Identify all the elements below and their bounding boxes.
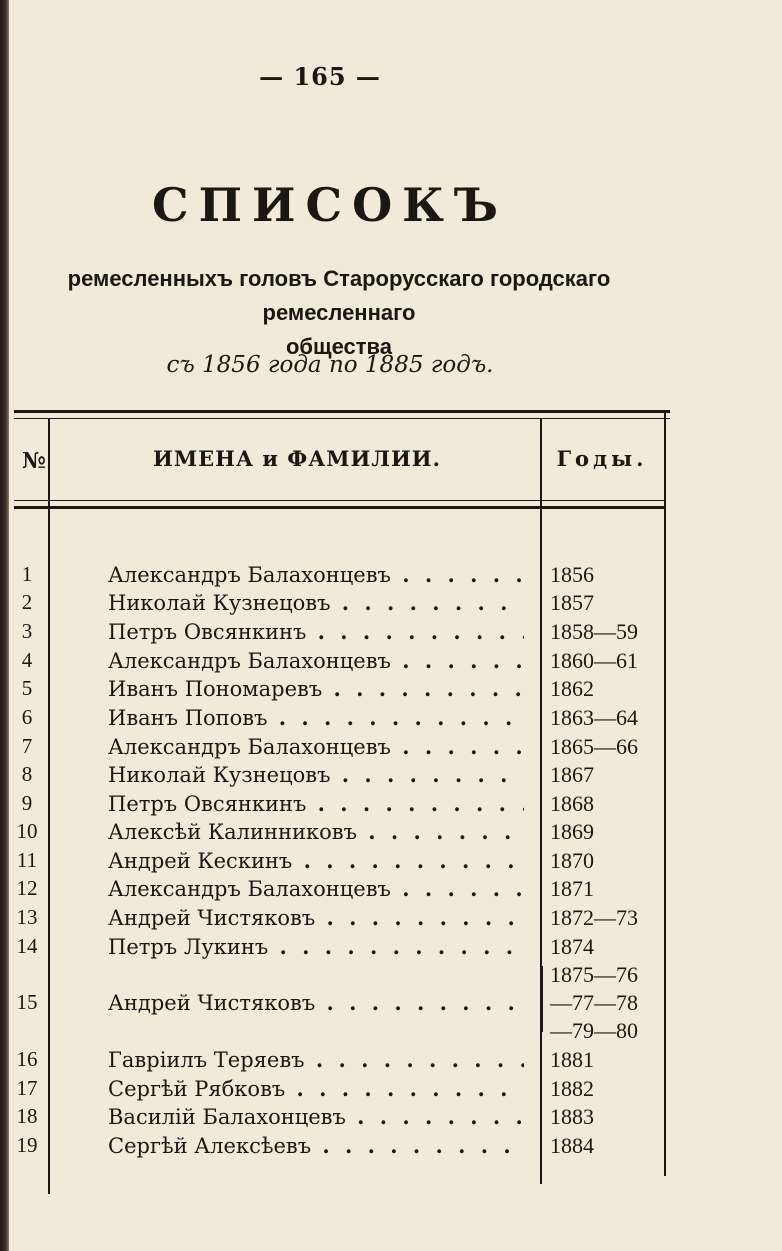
row-name: Сергѣй Алексѣевъ . . . <box>108 1133 524 1158</box>
row-year: 1884 <box>550 1133 594 1158</box>
row-year: 1872—73 <box>550 905 638 930</box>
row-number: 11 <box>16 848 38 872</box>
date-range: съ 1856 года по 1885 годъ. <box>166 352 494 378</box>
row-year: 1857 <box>550 590 594 615</box>
table-row <box>0 905 782 933</box>
row-number: 3 <box>21 619 33 643</box>
row-number: 19 <box>16 1133 38 1157</box>
row-year: 1858—59 <box>550 619 638 644</box>
row-year: 1874 <box>550 934 594 959</box>
row-name: Гавріилъ Теряевъ . . . <box>108 1047 524 1072</box>
row-number: 4 <box>21 648 33 672</box>
row-year: —79—80 <box>550 1018 638 1043</box>
row-year: 1862 <box>550 676 594 701</box>
row-year: —77—78 <box>550 990 638 1015</box>
row-name: Сергѣй Рябковъ . . . <box>108 1076 524 1101</box>
table-top-rule <box>14 410 670 413</box>
header-names: ИМЕНА и ФАМИЛИИ. <box>153 446 441 471</box>
table-row <box>0 1076 782 1104</box>
row-number: 13 <box>16 905 38 929</box>
row-year: 1863—64 <box>550 705 638 730</box>
page-number: — 165 — <box>259 62 381 91</box>
row-year: 1871 <box>550 876 594 901</box>
row-name: Петръ Лукинъ . . . <box>108 934 524 959</box>
row-name: Петръ Овсянкинъ . . . <box>108 791 524 816</box>
table-row <box>0 1047 782 1075</box>
row-year: 1867 <box>550 762 594 787</box>
row-name: Николай Кузнецовъ . . . <box>108 590 524 615</box>
header-number: № <box>22 448 46 474</box>
table-row <box>0 819 782 847</box>
table-row <box>0 705 782 733</box>
row-year: 1856 <box>550 562 594 587</box>
row-name: Андрей Чистяковъ . . . <box>108 905 524 930</box>
row-name: Андрей Чистяковъ . . . <box>108 990 524 1015</box>
row-number: 1 <box>21 562 33 586</box>
table-row <box>0 1104 782 1132</box>
row-year: 1870 <box>550 848 594 873</box>
table-row <box>0 934 782 962</box>
document-title: СПИСОКЪ <box>151 178 509 232</box>
row-year: 1868 <box>550 791 594 816</box>
row-number: 16 <box>16 1047 38 1071</box>
row-name: Александръ Балахонцевъ . . . <box>108 876 524 901</box>
row-number: 6 <box>21 705 33 729</box>
row-number: 18 <box>16 1104 38 1128</box>
header-bottom-rule-thick <box>14 506 664 509</box>
row-year: 1869 <box>550 819 594 844</box>
row-name: Алексѣй Калинниковъ . . . <box>108 819 524 844</box>
row-name: Александръ Балахонцевъ . . . <box>108 734 524 759</box>
row-year: 1860—61 <box>550 648 638 673</box>
row-number: 5 <box>21 676 33 700</box>
table-row <box>0 990 782 1018</box>
row-number: 15 <box>16 990 38 1014</box>
table-row <box>0 848 782 876</box>
row-number: 2 <box>21 590 33 614</box>
header-bottom-rule <box>14 500 664 501</box>
row-name: Андрей Кескинъ . . . <box>108 848 524 873</box>
table-row <box>0 762 782 790</box>
row-year: 1882 <box>550 1076 594 1101</box>
row-year: 1865—66 <box>550 734 638 759</box>
table-row <box>0 734 782 762</box>
row-name: Иванъ Поповъ . . . <box>108 705 524 730</box>
year-group-brace <box>541 966 548 1032</box>
row-number: 12 <box>16 876 38 900</box>
row-number: 8 <box>21 762 33 786</box>
row-name: Александръ Балахонцевъ . . . <box>108 648 524 673</box>
subtitle-line-2: общества <box>285 334 392 359</box>
row-number: 9 <box>21 791 33 815</box>
table-row <box>0 590 782 618</box>
row-number: 7 <box>21 734 33 758</box>
row-year: 1881 <box>550 1047 594 1072</box>
table-top-rule-thin <box>14 418 670 419</box>
row-year: 1875—76 <box>550 962 638 987</box>
row-name: Петръ Овсянкинъ . . . <box>108 619 524 644</box>
header-years: Годы. <box>556 446 648 471</box>
table-row <box>0 791 782 819</box>
document-subtitle <box>14 262 664 364</box>
table-row <box>0 876 782 904</box>
row-number: 17 <box>16 1076 38 1100</box>
row-number: 14 <box>16 934 38 958</box>
row-name: Николай Кузнецовъ . . . <box>108 762 524 787</box>
row-name: Иванъ Пономаревъ . . . <box>108 676 524 701</box>
table-row <box>0 676 782 704</box>
table-row <box>0 1133 782 1161</box>
table-row <box>0 562 782 590</box>
row-name: Александръ Балахонцевъ . . . <box>108 562 524 587</box>
subtitle-line-1: ремесленныхъ головъ Старорусскаго городскаго ремесленнаго <box>67 266 611 325</box>
row-name: Василій Балахонцевъ . . . <box>108 1104 524 1129</box>
row-year: 1883 <box>550 1104 594 1129</box>
table-row <box>0 648 782 676</box>
table-row <box>0 619 782 647</box>
row-number: 10 <box>16 819 38 843</box>
